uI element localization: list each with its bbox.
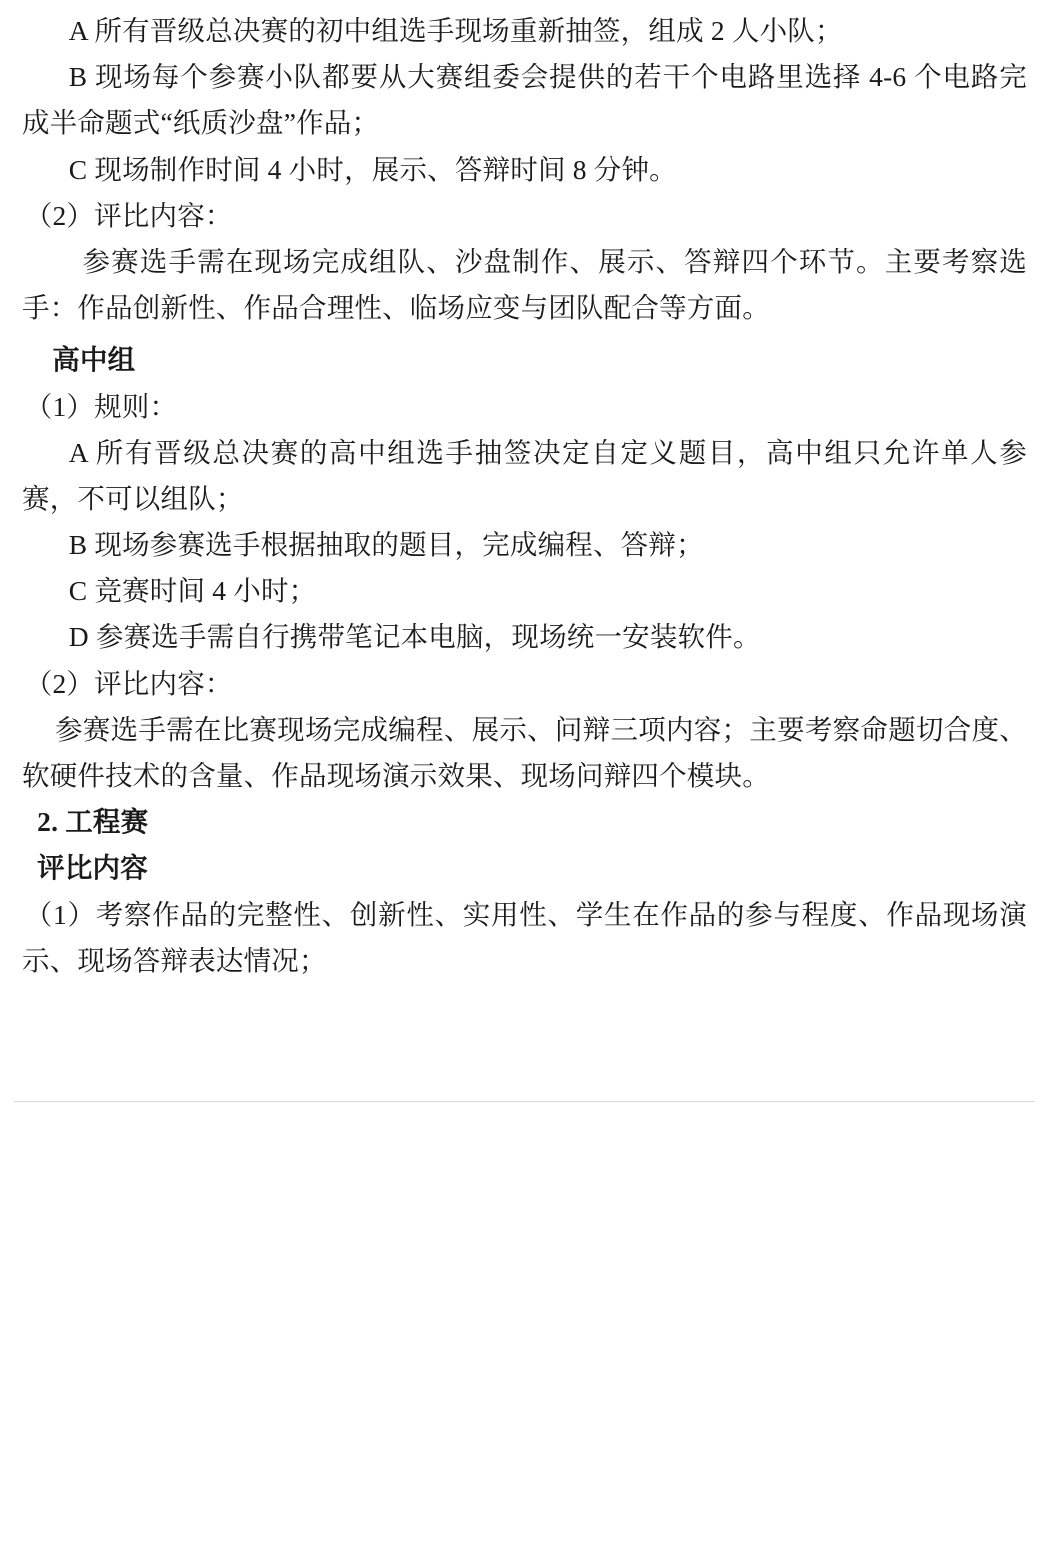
page-divider	[14, 1101, 1035, 1102]
section-heading-senior-group: 高中组	[52, 344, 136, 376]
paragraph-rule-b-junior: B 现场每个参赛小队都要从大赛组委会提供的若干个电路里选择 4-6 个电路完成半命题式“纸质沙盘”作品；	[22, 61, 1027, 139]
paragraph-criteria-heading-senior: （2）评比内容：	[24, 667, 233, 699]
paragraph-engineering-item-1: （1）考察作品的完整性、创新性、实用性、学生在作品的参与程度、作品现场演示、现场答辩表达情况；	[22, 898, 1027, 976]
paragraph-rules-heading-senior: （1）规则：	[24, 390, 178, 422]
paragraph-criteria-heading-junior: （2）评比内容：	[24, 199, 233, 231]
paragraph-rule-d-senior: D 参赛选手需自行携带笔记本电脑，现场统一安装软件。	[68, 621, 761, 653]
paragraph-rule-b-senior: B 现场参赛选手根据抽取的题目，完成编程、答辩；	[68, 529, 704, 561]
paragraph-rule-c-junior: C 现场制作时间 4 小时，展示、答辩时间 8 分钟。	[68, 153, 677, 185]
section-heading-engineering-criteria: 评比内容	[37, 852, 148, 884]
paragraph-criteria-body-junior: 参赛选手需在现场完成组队、沙盘制作、展示、答辩四个环节。主要考察选手：作品创新性、作品合理性、临场应变与团队配合等方面。	[22, 245, 1027, 324]
paragraph-rule-c-senior: C 竞赛时间 4 小时；	[68, 575, 317, 607]
section-heading-engineering-contest: 2. 工程赛	[37, 806, 149, 838]
paragraph-rule-a-senior: A 所有晋级总决赛的高中组选手抽签决定自定义题目，高中组只允许单人参赛，不可以组队；	[22, 436, 1027, 514]
paragraph-criteria-body-senior: 参赛选手需在比赛现场完成编程、展示、问辩三项内容；主要考察命题切合度、软硬件技术的含量、作品现场演示效果、现场问辩四个模块。	[22, 713, 1027, 791]
paragraph-rule-a-junior: A 所有晋级总决赛的初中组选手现场重新抽签，组成 2 人小队；	[68, 15, 843, 46]
